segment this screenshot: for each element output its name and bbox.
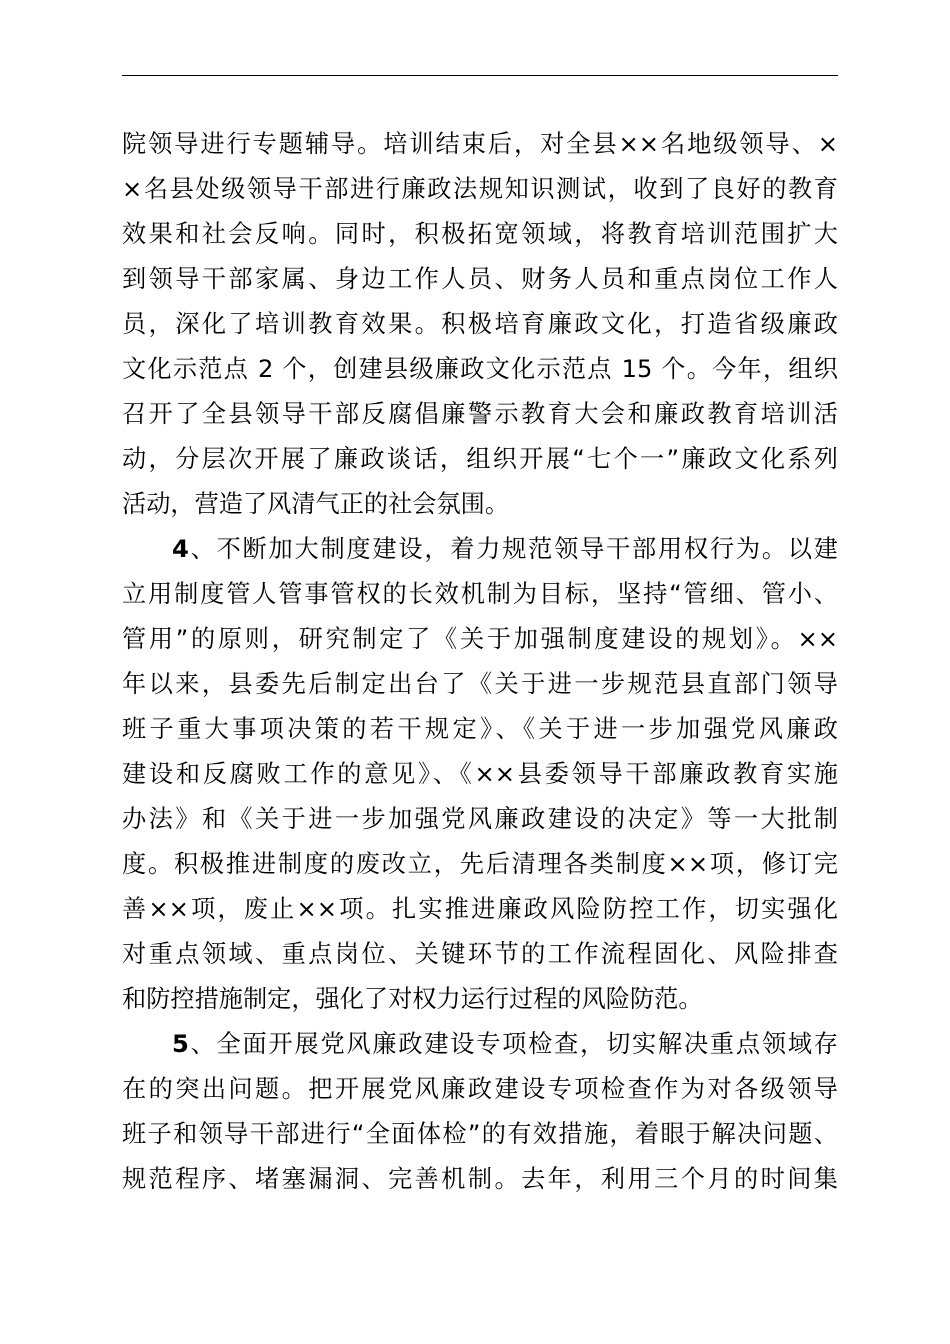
text-line: 建设和反腐败工作的意见》、《××县委领导干部廉政教育实施 (122, 760, 838, 788)
text-line: 规范程序、堵塞漏洞、完善机制。去年，利用三个月的时间集 (122, 1165, 838, 1193)
item-number: 5 (172, 1030, 189, 1058)
text-line: 动，分层次开展了廉政谈话，组织开展“七个一”廉政文化系列 (122, 445, 838, 473)
text-line: 到领导干部家属、身边工作人员、财务人员和重点岗位工作人 (122, 265, 838, 293)
text-line: 班子重大事项决策的若干规定》、《关于进一步加强党风廉政 (122, 715, 838, 743)
text-line: 效果和社会反响。同时，积极拓宽领域，将教育培训范围扩大 (122, 220, 838, 248)
text-line: 立用制度管人管事管权的长效机制为目标，坚持“管细、管小、 (122, 580, 838, 608)
text-line: 员，深化了培训教育效果。积极培育廉政文化，打造省级廉政 (122, 310, 838, 338)
text-line: 对重点领域、重点岗位、关键环节的工作流程固化、风险排查 (122, 940, 838, 968)
text-line: 在的突出问题。把开展党风廉政建设专项检查作为对各级领导 (122, 1075, 838, 1103)
paragraph-4-first-line (122, 527, 838, 572)
text-line: 、全面开展党风廉政建设专项检查，切实解决重点领域存 (188, 1030, 838, 1058)
item-number: 4 (172, 535, 189, 563)
paragraph-5-first-line (122, 1022, 838, 1067)
text-line: 度。积极推进制度的废改立，先后清理各类制度××项，修订完 (122, 850, 838, 878)
text-line: ×名县处级领导干部进行廉政法规知识测试，收到了良好的教育 (122, 175, 838, 203)
document-body (122, 122, 838, 1202)
text-line: 班子和领导干部进行“全面体检”的有效措施，着眼于解决问题、 (122, 1120, 838, 1148)
text-line: 、不断加大制度建设，着力规范领导干部用权行为。以建 (188, 535, 838, 563)
header-rule (122, 75, 838, 76)
text-line: 善××项，废止××项。扎实推进廉政风险防控工作，切实强化 (122, 895, 838, 923)
text-line: 管用”的原则，研究制定了《关于加强制度建设的规划》。×× (122, 625, 838, 653)
text-line: 院领导进行专题辅导。培训结束后，对全县××名地级领导、× (122, 130, 838, 158)
text-line: 年以来，县委先后制定出台了《关于进一步规范县直部门领导 (122, 670, 838, 698)
text-line: 召开了全县领导干部反腐倡廉警示教育大会和廉政教育培训活 (122, 400, 838, 428)
text-line: 文化示范点 2 个，创建县级廉政文化示范点 15 个。今年，组织 (122, 355, 838, 383)
text-line: 和防控措施制定，强化了对权力运行过程的风险防范。 (122, 985, 703, 1013)
text-line: 办法》和《关于进一步加强党风廉政建设的决定》等一大批制 (122, 805, 838, 833)
text-line: 活动，营造了风清气正的社会氛围。 (122, 490, 510, 518)
